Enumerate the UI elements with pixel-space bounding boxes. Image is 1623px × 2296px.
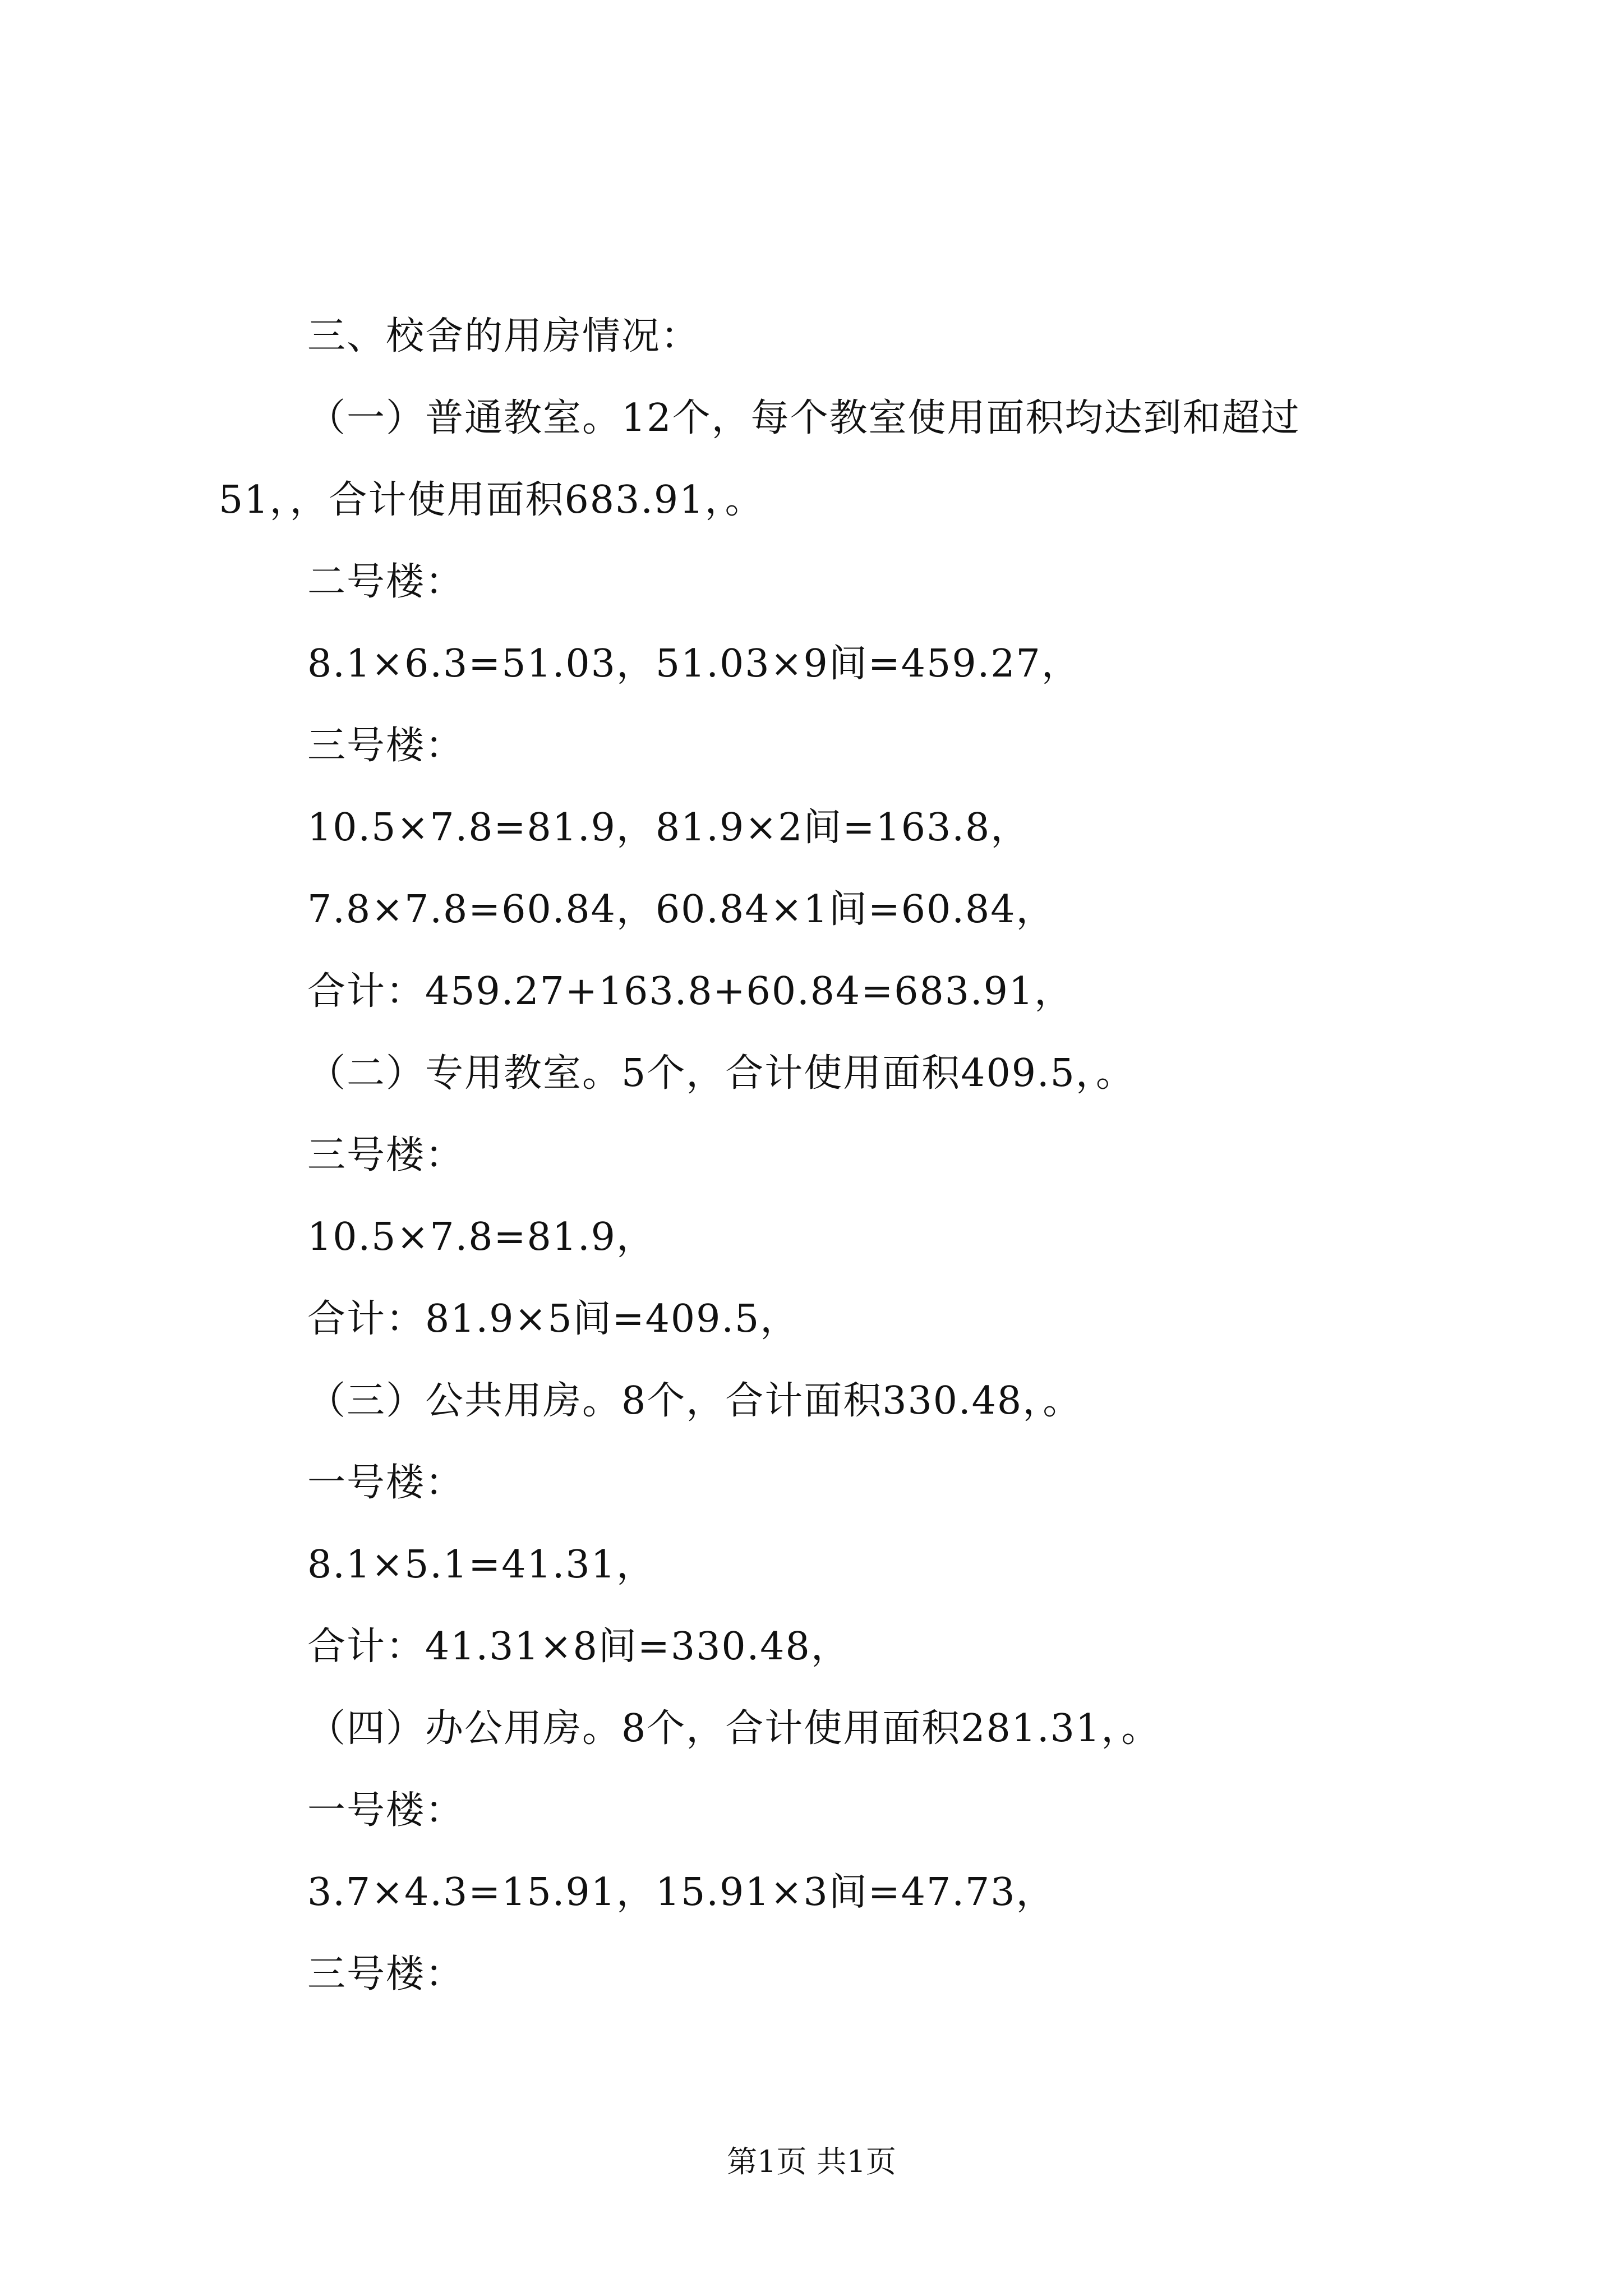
section-heading: 三、校舍的用房情况： xyxy=(307,314,700,358)
building-label: 三号楼： xyxy=(307,1952,465,1996)
calculation-line: 8.1×5.1=41.31， xyxy=(307,1543,656,1587)
total-line: 合计：41.31×8间=330.48， xyxy=(307,1625,850,1669)
building-label: 一号楼： xyxy=(307,1461,465,1505)
building-label: 三号楼： xyxy=(307,724,465,768)
calculation-line: 10.5×7.8=81.9，81.9×2间=163.8， xyxy=(307,806,1030,850)
paragraph-line: （一）普通教室。12个，每个教室使用面积均达到和超过 xyxy=(307,396,1301,440)
building-label: 一号楼： xyxy=(307,1788,465,1833)
calculation-line: 8.1×6.3=51.03，51.03×9间=459.27， xyxy=(307,642,1081,686)
calculation-line: 3.7×4.3=15.91，15.91×3间=47.73， xyxy=(307,1870,1055,1915)
calculation-line: 10.5×7.8=81.9， xyxy=(307,1215,656,1259)
paragraph-line: （二）专用教室。5个，合计使用面积409.5，。 xyxy=(307,1051,1135,1096)
paragraph-line: 51，，合计使用面积683.91，。 xyxy=(219,478,764,522)
paragraph-line: （四）办公用房。8个，合计使用面积281.31，。 xyxy=(307,1706,1161,1751)
calculation-line: 7.8×7.8=60.84，60.84×1间=60.84， xyxy=(307,887,1055,932)
building-label: 三号楼： xyxy=(307,1133,465,1177)
total-line: 合计：81.9×5间=409.5， xyxy=(307,1297,800,1341)
page-footer: 第1页 共1页 xyxy=(727,2144,896,2179)
building-label: 二号楼： xyxy=(307,560,465,604)
total-line: 合计：459.27+163.8+60.84=683.91， xyxy=(307,969,1074,1014)
paragraph-line: （三）公共用房。8个，合计面积330.48，。 xyxy=(307,1379,1082,1423)
